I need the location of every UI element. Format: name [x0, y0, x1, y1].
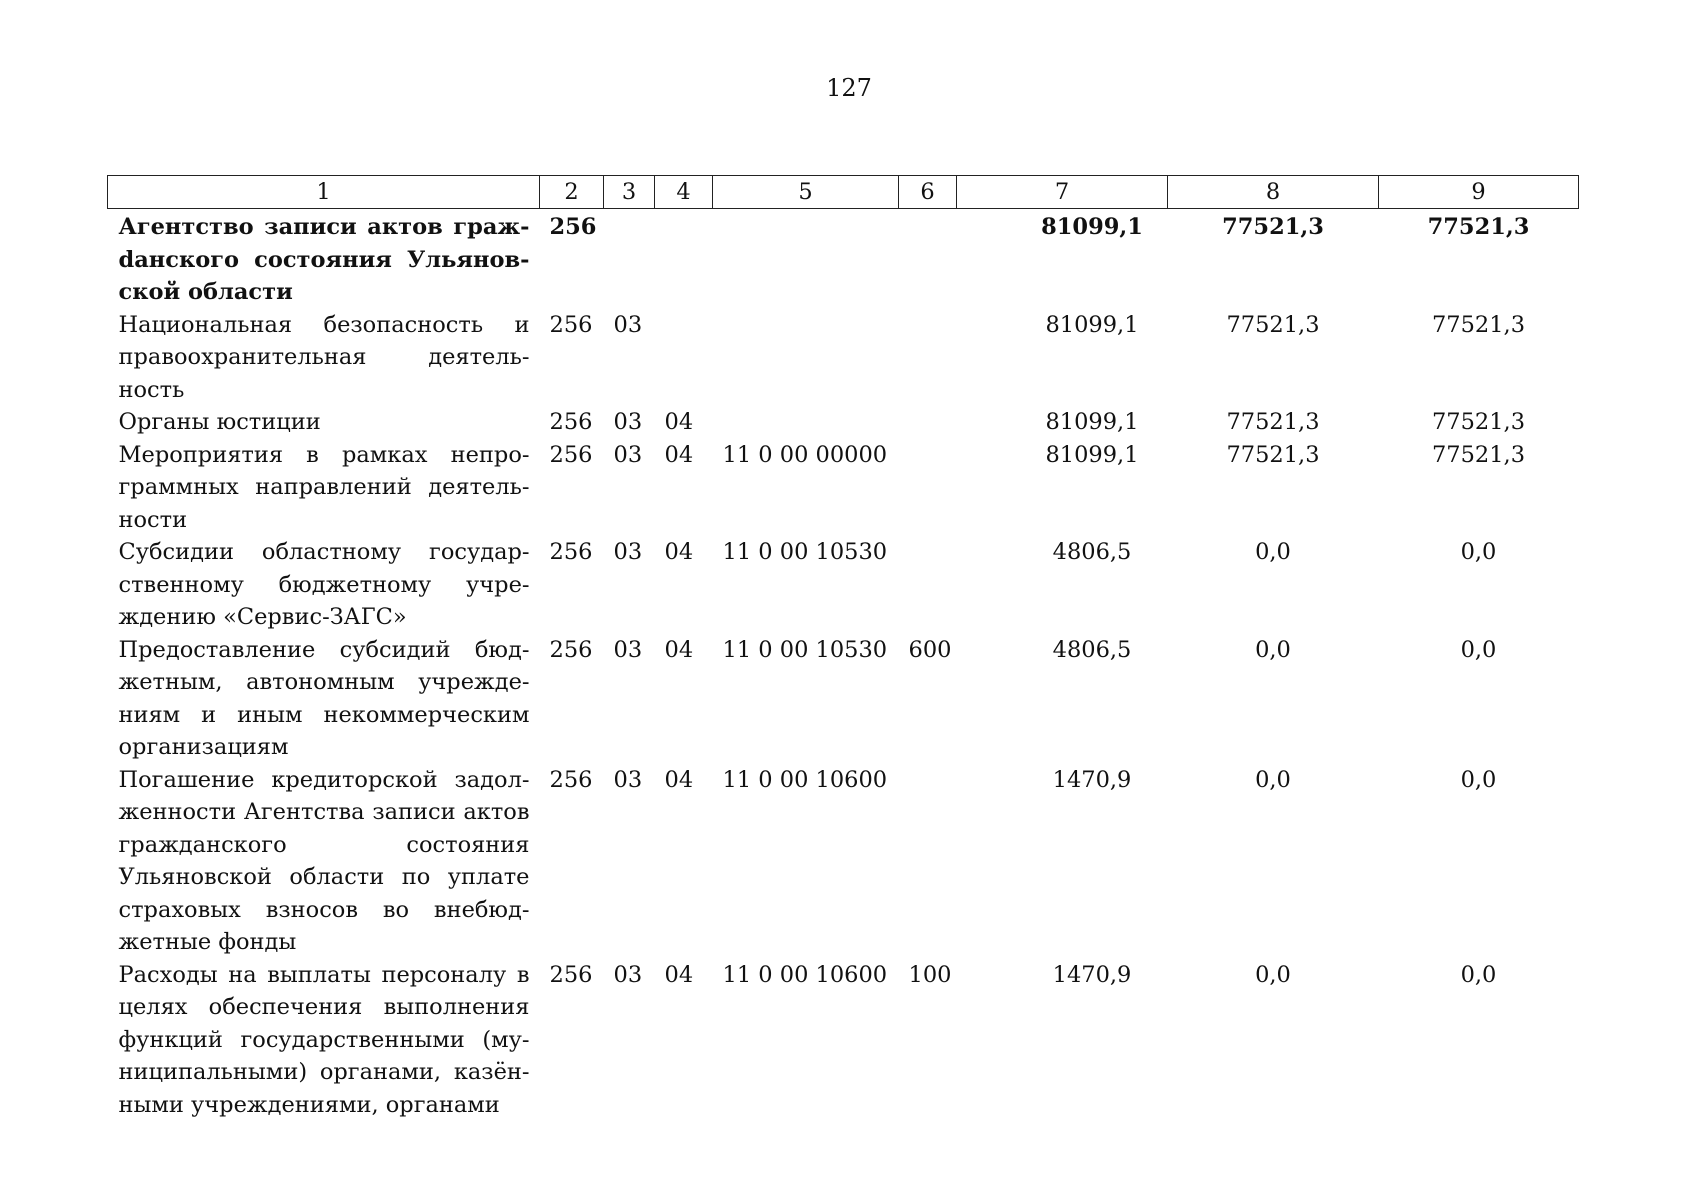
cell-target-article: 11 0 00 00000: [722, 441, 888, 468]
column-header: 1: [108, 176, 540, 209]
cell-amount-col7: 1470,9: [1052, 961, 1132, 988]
cell-amount-col9: 0,0: [1460, 539, 1497, 565]
cell-subsection: 04: [664, 961, 694, 988]
cell-expense-type: 600: [908, 636, 952, 663]
table-header-row: [108, 176, 1579, 209]
cell-amount-col7: 81099,1: [1045, 441, 1139, 468]
cell-ministry: 256: [549, 214, 597, 240]
cell-target-article: 11 0 00 10600: [722, 961, 888, 988]
cell-amount-col7: 1470,9: [1052, 766, 1132, 793]
cell-amount-col8: 77521,3: [1222, 214, 1324, 240]
cell-subsection: [655, 309, 713, 407]
row-name: Погашение кредиторской задолженности Агентства записи актов гражданского состояния Ульяновской области по уплате страховых взносов во внебюджетные фонды: [118, 766, 530, 955]
cell-target-article: [713, 309, 899, 407]
cell-amount-col8: 0,0: [1255, 766, 1291, 793]
cell-ministry: 256: [549, 636, 593, 663]
cell-target-article: [713, 209, 899, 309]
table-row: [108, 764, 1579, 959]
cell-expense-type: 100: [908, 961, 952, 988]
cell-ministry: 256: [549, 311, 593, 338]
cell-section: 03: [613, 766, 643, 793]
cell-amount-col7: 4806,5: [1052, 636, 1132, 663]
table-row: [108, 634, 1579, 764]
cell-section: 03: [613, 961, 643, 988]
cell-amount-col7: 4806,5: [1052, 539, 1132, 565]
cell-section: 03: [613, 409, 643, 435]
cell-amount-col8: 0,0: [1255, 961, 1291, 988]
cell-subsection: 04: [664, 636, 694, 663]
table-row: [108, 406, 1579, 439]
cell-section: 03: [613, 441, 643, 468]
cell-ministry: 256: [549, 409, 593, 435]
row-name: Агентство записи актов гражdанского состояния Ульяновской области: [118, 214, 530, 305]
table-row: [108, 309, 1579, 407]
table-row: [108, 439, 1579, 537]
cell-expense-type: [899, 309, 957, 407]
row-name: Национальная безопасность и правоохранительная деятельность: [118, 311, 530, 403]
column-header: 3: [604, 176, 655, 209]
cell-amount-col9: 0,0: [1460, 961, 1497, 988]
cell-amount-col9: 77521,3: [1431, 441, 1526, 468]
cell-amount-col8: 77521,3: [1226, 441, 1320, 468]
cell-target-article: 11 0 00 10530: [722, 539, 888, 565]
column-header: 2: [540, 176, 604, 209]
cell-amount-col9: 77521,3: [1431, 311, 1526, 338]
cell-expense-type: [899, 439, 957, 537]
cell-amount-col7: 81099,1: [1045, 311, 1139, 338]
cell-expense-type: [899, 406, 957, 439]
budget-table: [107, 175, 1579, 1121]
cell-subsection: 04: [664, 441, 694, 468]
column-header: 8: [1168, 176, 1379, 209]
cell-section: 03: [613, 311, 643, 338]
cell-ministry: 256: [549, 961, 593, 988]
cell-ministry: 256: [549, 441, 593, 468]
row-name: Расходы на выплаты персоналу в целях обеспечения выполнения функций государственными (муниципальными) органами, казёнными учреждениями, органами: [118, 961, 530, 1118]
table-row: [108, 536, 1579, 634]
cell-amount-col8: 77521,3: [1226, 409, 1320, 435]
cell-section: 03: [613, 636, 643, 663]
cell-target-article: 11 0 00 10530: [722, 636, 888, 663]
cell-amount-col9: 0,0: [1460, 636, 1497, 663]
cell-target-article: [713, 406, 899, 439]
cell-ministry: 256: [549, 766, 593, 793]
cell-amount-col9: 77521,3: [1427, 214, 1530, 240]
row-name: Предоставление субсидий бюджетным, автономным учреждениям и иным некоммерческим организациям: [118, 636, 530, 760]
column-header: 9: [1379, 176, 1579, 209]
cell-amount-col9: 0,0: [1460, 766, 1497, 793]
row-name: Мероприятия в рамках непрограммных направлений деятельности: [118, 441, 530, 533]
cell-amount-col7: 81099,1: [1041, 214, 1143, 240]
cell-ministry: 256: [549, 539, 593, 565]
table-row: [108, 959, 1579, 1122]
cell-amount-col8: 0,0: [1255, 636, 1291, 663]
page-number: 127: [826, 74, 872, 102]
column-header: 4: [655, 176, 713, 209]
cell-expense-type: [899, 764, 957, 959]
cell-subsection: 04: [664, 539, 694, 565]
row-name: Органы юстиции: [118, 409, 321, 435]
cell-expense-type: [899, 209, 957, 309]
cell-amount-col8: 0,0: [1255, 539, 1291, 565]
cell-expense-type: [899, 536, 957, 634]
cell-subsection: 04: [664, 409, 694, 435]
table-row: [108, 209, 1579, 309]
cell-target-article: 11 0 00 10600: [722, 766, 888, 793]
cell-amount-col8: 77521,3: [1226, 311, 1320, 338]
cell-amount-col7: 81099,1: [1045, 409, 1139, 435]
column-header: 5: [713, 176, 899, 209]
row-name: Субсидии областному государственному бюджетному учреждению «Сервис-ЗАГС»: [118, 539, 530, 630]
cell-subsection: [655, 209, 713, 309]
column-header: 6: [899, 176, 957, 209]
cell-amount-col9: 77521,3: [1431, 409, 1526, 435]
cell-subsection: 04: [664, 766, 694, 793]
cell-section: [604, 209, 655, 309]
column-header: 7: [957, 176, 1168, 209]
cell-section: 03: [613, 539, 643, 565]
